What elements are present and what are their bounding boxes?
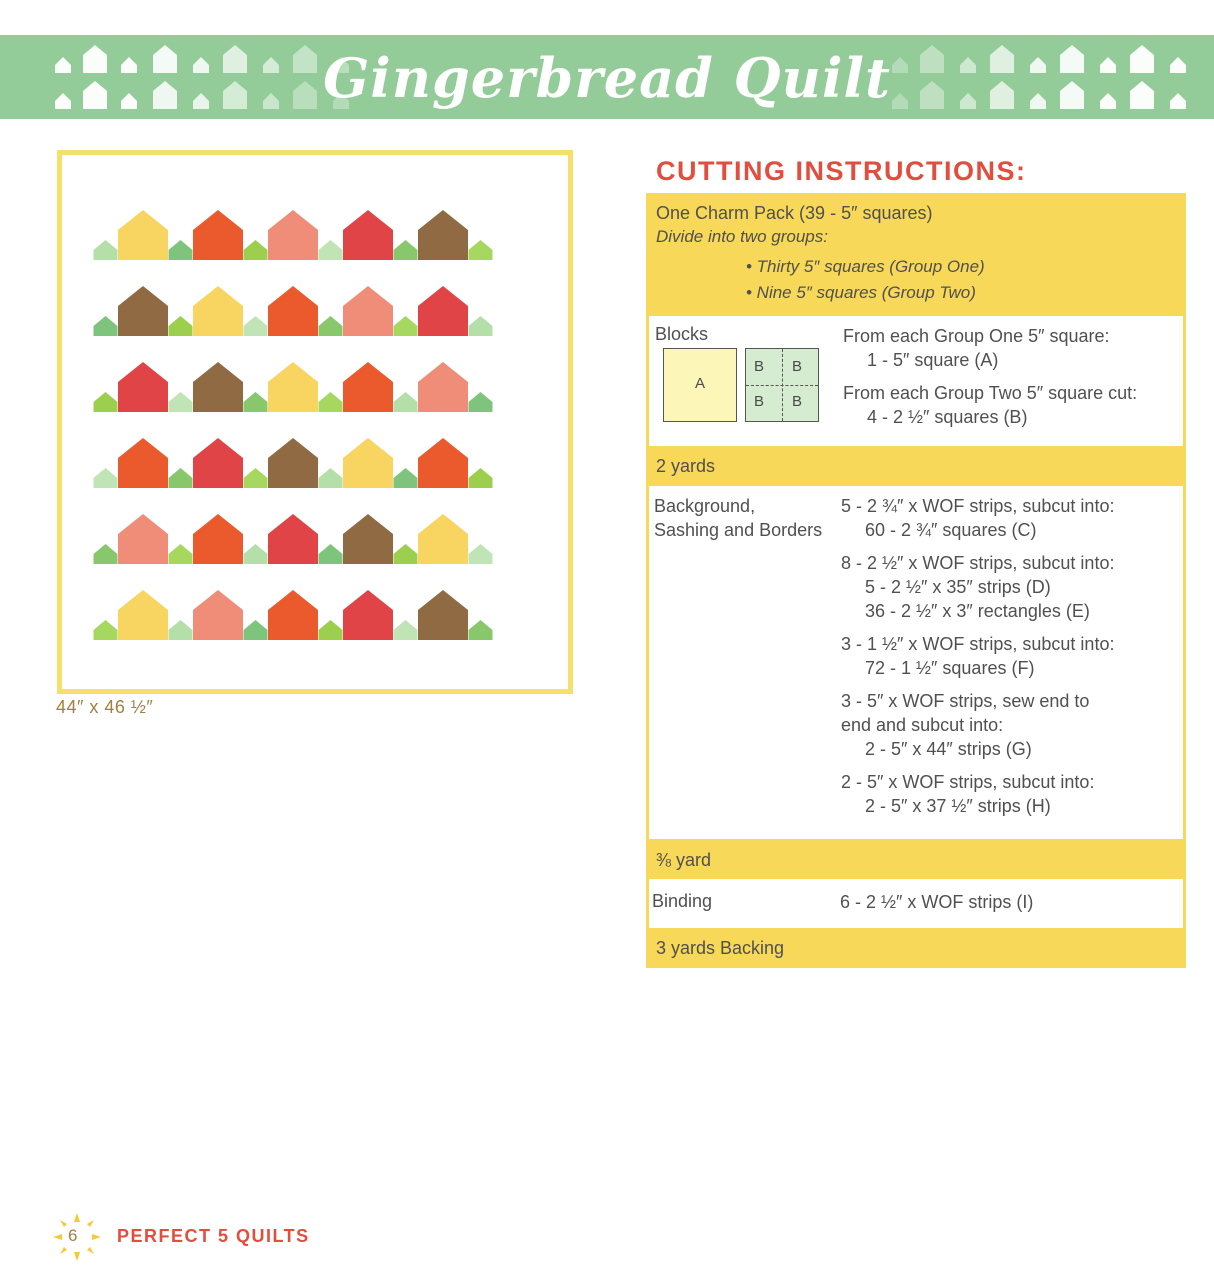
tree-triangle: [169, 240, 193, 260]
block-b-label: B: [754, 393, 765, 410]
house-block: [118, 362, 168, 412]
background-label-line2: Sashing and Borders: [654, 520, 823, 540]
house-block: [268, 210, 318, 260]
house-block: [418, 514, 468, 564]
tree-triangle: [94, 240, 118, 260]
cut-h-heading: 2 - 5″ x WOF strips, subcut into:: [841, 772, 1095, 792]
house-block: [268, 590, 318, 640]
house-block: [418, 590, 468, 640]
cut-h-item: 2 - 5″ x 37 ½″ strips (H): [865, 796, 1051, 816]
tree-triangle: [319, 544, 343, 564]
book-title: PERFECT 5 QUILTS: [117, 1226, 310, 1246]
tree-triangle: [469, 620, 493, 640]
cutting-instructions-heading: CUTTING INSTRUCTIONS:: [656, 156, 1027, 186]
tree-triangle: [244, 544, 268, 564]
group-one-item: • Thirty 5″ squares (Group One): [746, 257, 985, 276]
tree-triangle: [394, 316, 418, 336]
page-number: 6: [68, 1226, 78, 1245]
tree-triangle: [394, 544, 418, 564]
tree-triangle: [244, 316, 268, 336]
house-block: [193, 590, 243, 640]
house-block: [268, 362, 318, 412]
title-banner: [0, 35, 1214, 119]
house-block: [193, 210, 243, 260]
cut-d-item: 5 - 2 ½″ x 35″ strips (D): [865, 577, 1051, 597]
blocks-label: Blocks: [655, 324, 709, 344]
two-yards-label: 2 yards: [656, 456, 716, 476]
cut-g-heading-1: 3 - 5″ x WOF strips, sew end to: [841, 691, 1090, 711]
house-block: [343, 286, 393, 336]
divide-text: Divide into two groups:: [656, 227, 828, 246]
page-title: Gingerbread Quilt: [323, 46, 891, 110]
house-block: [343, 514, 393, 564]
tree-triangle: [469, 544, 493, 564]
cut-g-heading-2: end and subcut into:: [841, 715, 1004, 735]
tree-triangle: [94, 392, 118, 412]
house-block: [193, 286, 243, 336]
tree-triangle: [244, 392, 268, 412]
blocks-row: [646, 316, 1186, 446]
quilt-size-caption: 44″ x 46 ½″: [56, 697, 154, 717]
cut-c-heading: 5 - 2 ¾″ x WOF strips, subcut into:: [841, 496, 1115, 516]
cut-f-item: 72 - 1 ½″ squares (F): [865, 658, 1035, 678]
house-block: [343, 362, 393, 412]
tree-triangle: [169, 468, 193, 488]
five-eighths-row: [646, 839, 1186, 879]
cut-f-heading: 3 - 1 ½″ x WOF strips, subcut into:: [841, 634, 1115, 654]
house-block: [268, 514, 318, 564]
house-block: [118, 438, 168, 488]
quilt-houses-svg: [62, 155, 568, 689]
group-one-cut: 1 - 5″ square (A): [867, 350, 999, 370]
house-block: [193, 362, 243, 412]
tree-triangle: [319, 240, 343, 260]
tree-triangle: [169, 392, 193, 412]
cut-e-item: 36 - 2 ½″ x 3″ rectangles (E): [865, 601, 1090, 621]
tree-triangle: [169, 544, 193, 564]
house-block: [193, 514, 243, 564]
house-block: [418, 362, 468, 412]
blocks-instructions: [843, 324, 1137, 429]
tree-triangle: [94, 620, 118, 640]
house-block: [193, 438, 243, 488]
tree-triangle: [394, 392, 418, 412]
background-row: [646, 486, 1186, 839]
block-b-label: B: [792, 393, 803, 410]
tree-triangle: [169, 620, 193, 640]
house-block: [118, 590, 168, 640]
tree-triangle: [244, 468, 268, 488]
tree-triangle: [469, 468, 493, 488]
block-b-label: B: [754, 358, 765, 375]
tree-triangle: [394, 620, 418, 640]
house-block: [268, 286, 318, 336]
binding-row: [646, 879, 1186, 928]
block-a-diagram: [663, 348, 737, 422]
backing-label: 3 yards Backing: [656, 938, 785, 958]
block-a-label: A: [694, 375, 705, 392]
backing-row: [646, 928, 1186, 968]
tree-triangle: [319, 316, 343, 336]
group-one-heading: From each Group One 5″ square:: [843, 326, 1110, 346]
house-block: [343, 590, 393, 640]
quilt-illustration: [57, 150, 573, 694]
binding-value: 6 - 2 ½″ x WOF strips (I): [840, 892, 1034, 912]
two-yards-row: [646, 446, 1186, 486]
binding-label: Binding: [652, 891, 713, 911]
tree-triangle: [469, 316, 493, 336]
block-b-label: B: [792, 358, 803, 375]
tree-triangle: [94, 468, 118, 488]
house-block: [343, 438, 393, 488]
background-label-line1: Background,: [654, 496, 756, 516]
background-label: [654, 494, 822, 542]
house-block: [118, 286, 168, 336]
cut-g-item: 2 - 5″ x 44″ strips (G): [865, 739, 1032, 759]
group-two-item: • Nine 5″ squares (Group Two): [746, 283, 976, 302]
house-block: [418, 438, 468, 488]
tree-triangle: [319, 620, 343, 640]
house-block: [118, 210, 168, 260]
houses-pattern-right-icon: [888, 43, 1198, 113]
charm-pack-row: [646, 193, 1186, 316]
charm-pack-text: One Charm Pack (39 - 5″ squares): [656, 203, 933, 223]
tree-triangle: [319, 392, 343, 412]
tree-triangle: [244, 240, 268, 260]
block-b-diagram: [745, 348, 819, 422]
tree-triangle: [394, 468, 418, 488]
tree-triangle: [244, 620, 268, 640]
tree-triangle: [94, 544, 118, 564]
tree-triangle: [169, 316, 193, 336]
house-block: [268, 438, 318, 488]
house-block: [118, 514, 168, 564]
group-two-heading: From each Group Two 5″ square cut:: [843, 383, 1138, 403]
group-two-cut: 4 - 2 ½″ squares (B): [867, 407, 1028, 427]
tree-triangle: [94, 316, 118, 336]
house-block: [343, 210, 393, 260]
cut-c-item: 60 - 2 ¾″ squares (C): [865, 520, 1037, 540]
house-block: [418, 210, 468, 260]
background-cuts: [841, 494, 1114, 818]
five-eighths-label: ⅜ yard: [656, 850, 712, 870]
cutting-panel: [646, 193, 1186, 968]
house-block: [418, 286, 468, 336]
tree-triangle: [469, 392, 493, 412]
cut-de-heading: 8 - 2 ½″ x WOF strips, subcut into:: [841, 553, 1115, 573]
tree-triangle: [319, 468, 343, 488]
tree-triangle: [469, 240, 493, 260]
tree-triangle: [394, 240, 418, 260]
